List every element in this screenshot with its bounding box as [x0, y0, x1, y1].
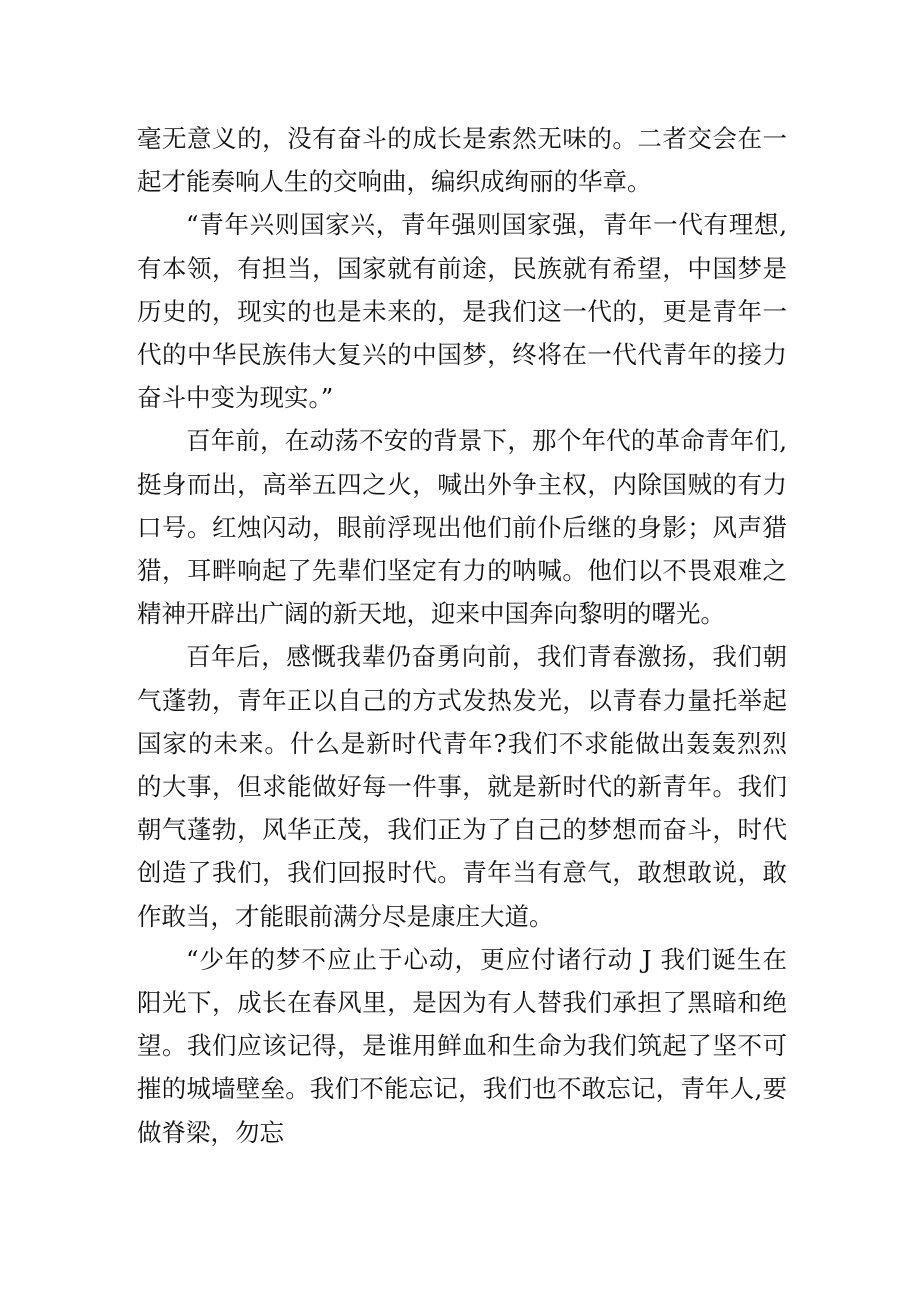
paragraph-4: 百年后，感慨我辈仍奋勇向前，我们青春激扬，我们朝气蓬勃，青年正以自己的方式发热发光，以青春力量托举起国家的未来。什么是新时代青年?我们不求能做出轰轰烈烈的大事，但求能做好每一件事，就是新时代的新青年。我们朝气蓬勃，风华正茂，我们正为了自己的梦想而奋斗，时代创造了我们，我们回报时代。青年当有意气，敢想敢说，敢作敢当，才能眼前满分尽是康庄大道。: [137, 642, 787, 931]
paragraph-3: 百年前，在动荡不安的背景下，那个年代的革命青年们,挺身而出，高举五四之火，喊出外争主权，内除国贼的有力口号。红烛闪动，眼前浮现出他们前仆后继的身影；风声猎猎，耳畔响起了先辈们坚定有力的呐喊。他们以不畏艰难之精神开辟出广阔的新天地，迎来中国奔向黎明的曙光。: [137, 426, 787, 629]
document-body: [137, 117, 787, 1154]
paragraph-1: 毫无意义的，没有奋斗的成长是索然无味的。二者交会在一起才能奏响人生的交响曲，编织成绚丽的华章。: [137, 124, 787, 197]
paragraph-2: “青年兴则国家兴，青年强则国家强，青年一代有理想,有本领，有担当，国家就有前途，民族就有希望，中国梦是历史的，现实的也是未来的，是我们这一代的，更是青年一代的中华民族伟大复兴的中国梦，终将在一代代青年的接力奋斗中变为现实。”: [137, 210, 787, 413]
paragraph-5: “少年的梦不应止于心动，更应付诸行动 J 我们诞生在阳光下，成长在春风里，是因为有人替我们承担了黑暗和绝望。我们应该记得，是谁用鲜血和生命为我们筑起了坚不可摧的城墙壁垒。我们不能忘记，我们也不敢忘记，青年人,要做脊梁，勿忘: [137, 944, 787, 1147]
